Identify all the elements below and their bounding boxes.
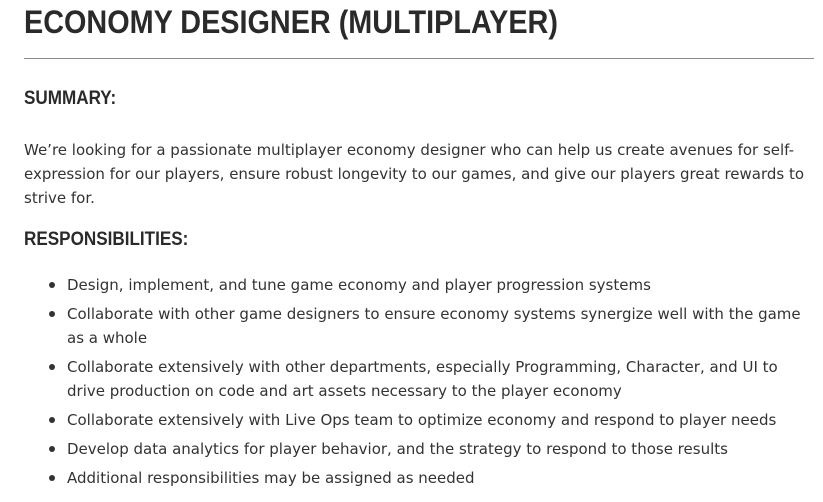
list-item	[24, 302, 814, 350]
responsibility-text: Collaborate with other game designers to ensure economy systems synergize well with the game as a whole	[67, 305, 801, 347]
responsibility-text: Develop data analytics for player behavior, and the strategy to respond to those results	[67, 440, 728, 458]
list-item	[24, 466, 814, 490]
responsibility-text: Collaborate extensively with other departments, especially Programming, Character, and UI to drive production on code and art assets necessary to the player economy	[67, 358, 778, 400]
responsibility-text: Additional responsibilities may be assigned as needed	[67, 469, 475, 487]
responsibility-text: Collaborate extensively with Live Ops team to optimize economy and respond to player needs	[67, 411, 777, 429]
bullet-icon	[49, 364, 55, 370]
bullet-icon	[49, 311, 55, 317]
responsibilities-list	[24, 273, 814, 495]
list-item	[24, 437, 814, 461]
page-title: ECONOMY DESIGNER (MULTIPLAYER)	[24, 4, 558, 40]
bullet-icon	[49, 282, 55, 288]
responsibility-text: Design, implement, and tune game economy and player progression systems	[67, 276, 651, 294]
summary-heading: SUMMARY:	[24, 88, 117, 109]
list-item	[24, 408, 814, 432]
bullet-icon	[49, 446, 55, 452]
responsibilities-heading: RESPONSIBILITIES:	[24, 229, 189, 250]
title-divider	[24, 58, 814, 59]
bullet-icon	[49, 417, 55, 423]
list-item	[24, 355, 814, 403]
list-item	[24, 273, 814, 297]
bullet-icon	[49, 475, 55, 481]
summary-text: We’re looking for a passionate multiplayer economy designer who can help us create avenues for self-expression for our players, ensure robust longevity to our games, and give our players great rewards to strive for.	[24, 141, 805, 207]
